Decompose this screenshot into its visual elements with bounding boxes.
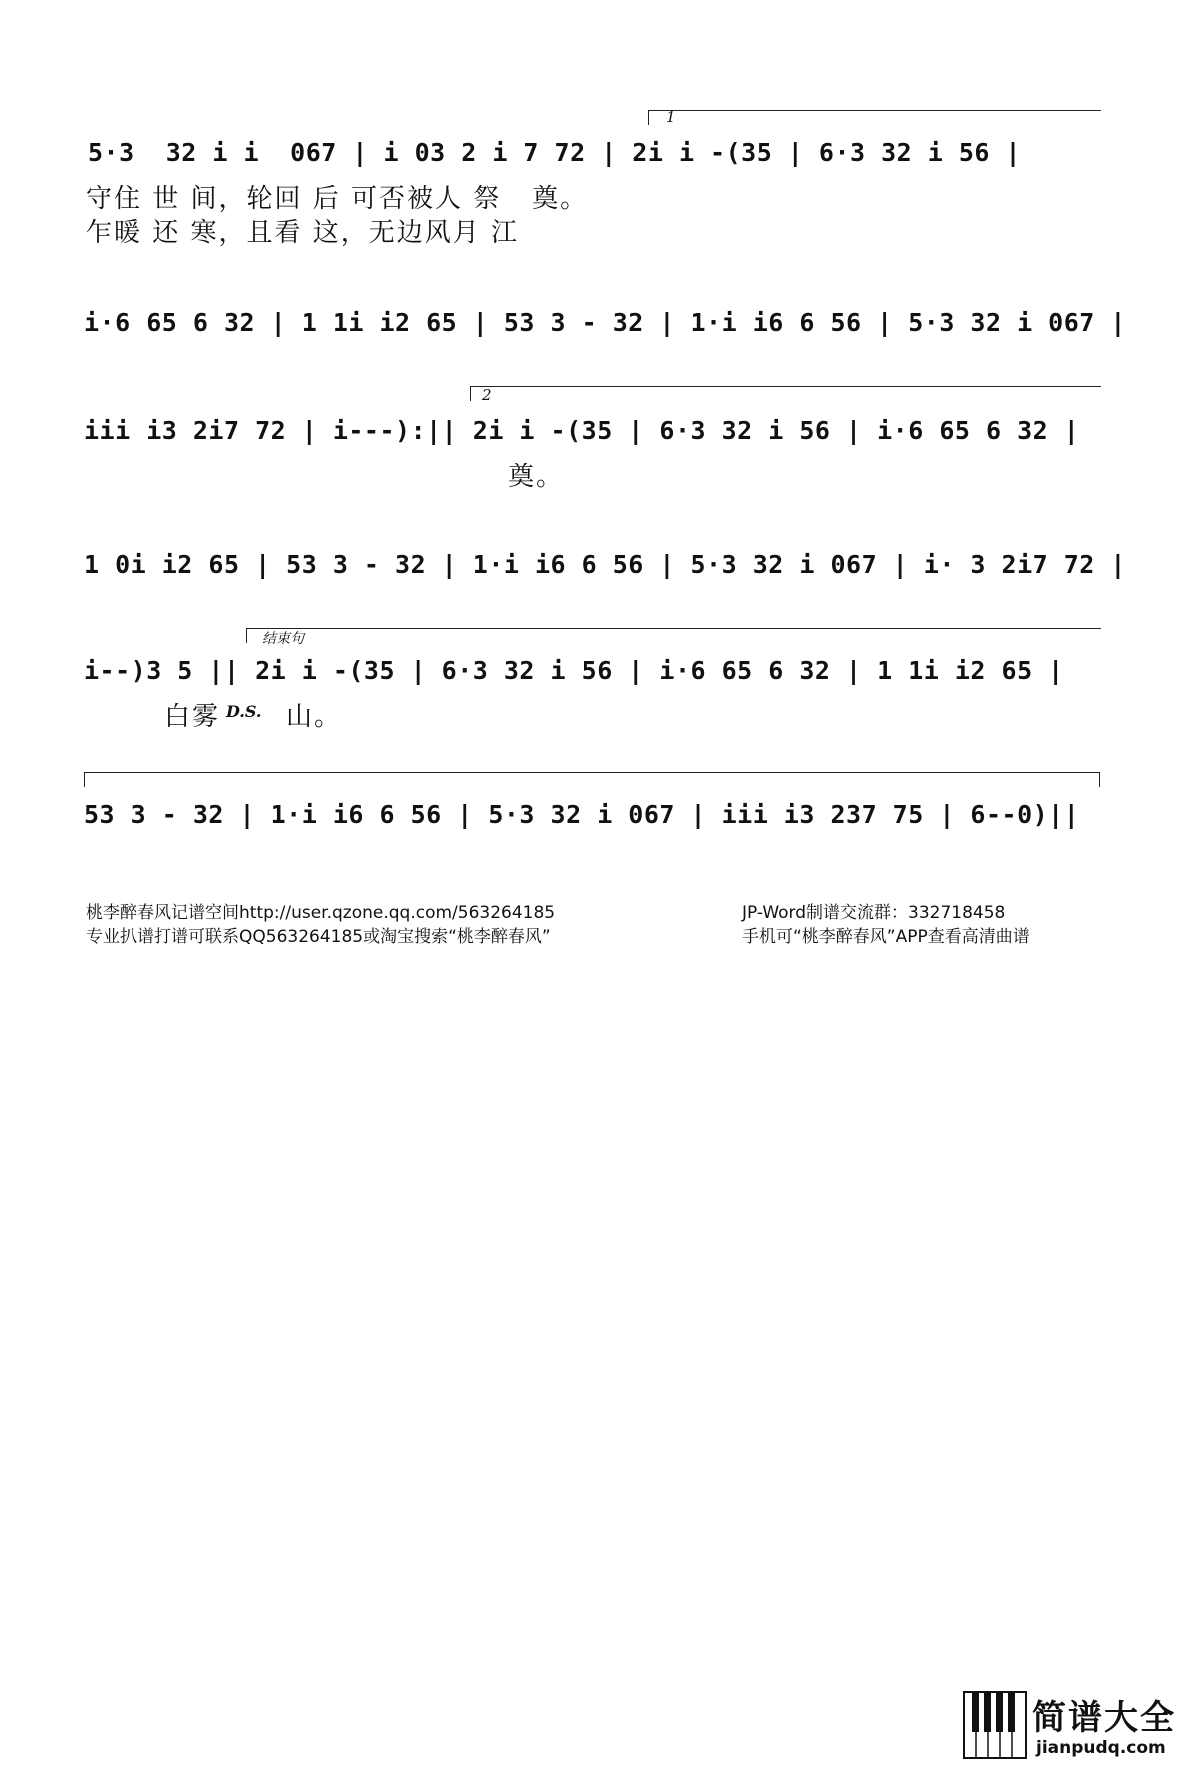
footer-right-line-1: JP-Word制谱交流群：332718458	[742, 903, 1006, 923]
footer-right-line-2: 手机可“桃李醉春风”APP查看高清曲谱	[742, 927, 1030, 947]
logo-url: jianpudq.com	[1036, 1738, 1166, 1758]
volta-number-2: 2	[482, 386, 492, 404]
lyric-line-4b: 山。	[286, 702, 343, 732]
lyric-line-4a: 白雾	[164, 702, 221, 732]
lyric-line-1: 守住 世 间，轮回 后 可否被人 祭 奠。	[86, 184, 589, 214]
volta-bracket-2	[470, 386, 1101, 401]
notation-system-6: 53 3 - 32 | 1·i i6 6 56 | 5·3 32 i 067 | iii i3 237 75 | 6--0)||	[84, 800, 1080, 829]
footer-left-line-1: 桃李醉春风记谱空间http://user.qzone.qq.com/563264185	[86, 903, 556, 923]
notation-system-5: i--)3 5 || 2i i -(35 | 6·3 32 i 56 | i·6 65 6 32 | 1 1i i2 65 |	[84, 656, 1064, 685]
footer-left-line-2: 专业扒谱打谱可联系QQ563264185或淘宝搜索“桃李醉春风”	[86, 927, 551, 947]
notation-system-2: i·6 65 6 32 | 1 1i i2 65 | 53 3 - 32 | 1·i i6 6 56 | 5·3 32 i 067 |	[84, 308, 1126, 337]
volta-ending-label: 结束句	[262, 631, 304, 647]
notation-system-3: iii i3 2i7 72 | i---):|| 2i i -(35 | 6·3 32 i 56 | i·6 65 6 32 |	[84, 416, 1080, 445]
volta-bracket-final	[84, 772, 1100, 787]
volta-bracket-1	[648, 110, 1101, 125]
lyric-line-3: 奠。	[508, 462, 565, 492]
lyric-line-2: 乍暖 还 寒，且看 这，无边风月 江	[86, 218, 520, 248]
volta-number-1: 1	[666, 108, 676, 126]
ds-mark: D.S.	[226, 702, 262, 721]
notation-system-4: 1 0i i2 65 | 53 3 - 32 | 1·i i6 6 56 | 5·3 32 i 067 | i· 3 2i7 72 |	[84, 550, 1126, 579]
notation-system-1: 5·3 32 i i 067 | i 03 2 i 7 72 | 2i i -(35 | 6·3 32 i 56 |	[88, 138, 1022, 167]
logo-name: 简谱大全	[1032, 1698, 1176, 1738]
volta-bracket-ending	[246, 628, 1101, 643]
